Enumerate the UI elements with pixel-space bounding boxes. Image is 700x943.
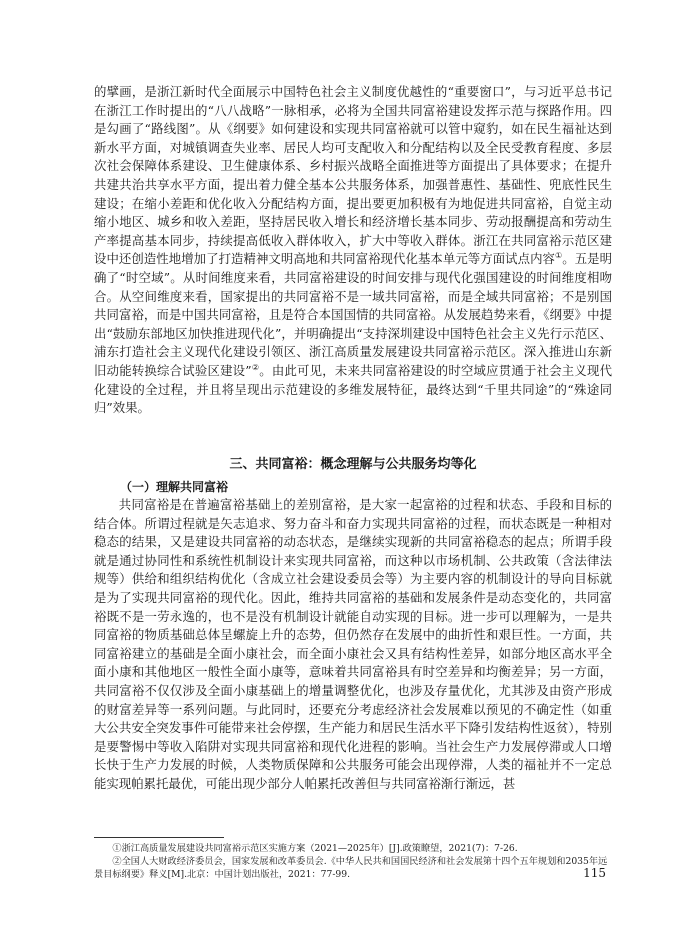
footnotes	[94, 842, 612, 881]
paragraph-1-part-a: 的擘画，是浙江新时代全面展示中国特色社会主义制度优越性的“重要窗口”，与习近平总书记在浙江工作时提出的“八八战略”一脉相承，必将为全国共同富裕建设发挥示范与探路作用。四是勾画了“路线图”。从《纲要》如何建设和实现共同富裕就可以管中窥豹，如在民生福祉达到新水平方面，对城镇调查失业率、居民人均可支配收入和分配结构以及全民受教育程度、多层次社会保障体系建设、卫生健康体系、乡村振兴战略全面推进等方面提出了具体要求；在提升共建共治共享水平方面，提出着力健全基本公共服务体系，加强普惠性、基础性、兜底性民生建设；在缩小差距和优化收入分配结构方面，提出要更加积极有为地促进共同富裕，自觉主动缩小地区、城乡和收入差距，坚持居民收入增长和经济增长基本同步、劳动报酬提高和劳动生产率提高基本同步，持续提高低收入群体收入，扩大中等收入群体。浙江在共同富裕示范区建设中还创造性地增加了打造精神文明高地和共同富裕现代化基本单元等方面试点内容	[94, 84, 612, 267]
paragraph-2-text: 共同富裕是在普遍富裕基础上的差别富裕，是大家一起富裕的过程和状态、手段和目标的结合体。所谓过程就是矢志追求、努力奋斗和奋力实现共同富裕的过程，而状态既是一种相对稳态的结果，又是建设共同富裕的动态状态，是继续实现新的共同富裕稳态的起点；所谓手段就是通过协同性和系统性机制设计来实现共同富裕，而这种以市场机制、公共政策（含法律法规等）供给和组织结构优化（含成立社会建设委员会等）为主要内容的机制设计的导向目标就是为了实现共同富裕的现代化。因此，维持共同富裕的基础和发展条件是动态变化的，共同富裕既不是一劳永逸的，也不是没有机制设计就能自动实现的目标。进一步可以理解为，一是共同富裕的物质基础总体呈螺旋上升的态势，但仍然存在发展中的曲折性和艰巨性。一方面，共同富裕建立的基础是全面小康社会，而全面小康社会又具有结构性差异，如部分地区高水平全面小康和其他地区一般性全面小康等，意味着共同富裕具有时空差异和均衡差异；另一方面，共同富裕不仅仅涉及全面小康基础上的增量调整优化，也涉及存量优化，尤其涉及由资产形成的财富差异等一系列问题。与此同时，还要充分考虑经济社会发展难以预见的不确定性（如重大公共安全突发事件可能带来社会停摆，生产能力和居民生活水平下降引发结构性返贫），特别是要警惕中等收入陷阱对实现共同富裕和现代化进程的影响。当社会生产力发展停滞或人口增长快于生产力发展的时候，人类物质保障和公共服务可能会出现停滞，人类的福祉并不一定总能实现帕累托最优，可能出现少部分人帕累托改善但与共同富裕渐行渐远，甚	[94, 497, 612, 791]
paragraph-text	[94, 83, 612, 418]
body-paragraph-1	[94, 83, 612, 418]
paragraph-1-part-b: 。五是明确了“时空域”。从时间维度来看，共同富裕建设的时间安排与现代化强国建设的时间维度相吻合。从空间维度来看，国家提出的共同富裕不是一域共同富裕，而是全域共同富裕；不是别国共同富裕，而是中国共同富裕，且是符合本国国情的共同富裕。从发展趋势来看，《纲要》中提出“鼓励东部地区加快推进现代化”，并明确提出“支持深圳建设中国特色社会主义先行示范区、浦东打造社会主义现代化建设引领区、浙江高质量发展建设共同富裕示范区。深入推进山东新旧动能转换综合试验区建设”	[94, 251, 613, 378]
footnote-2: ②全国人大财政经济委员会，国家发展和改革委员会.《中华人民共和国国民经济和社会发展第十四个五年规划和2035年远景目标纲要》释义[M].北京：中国计划出版社，2021：77-99.	[94, 856, 608, 880]
section-heading: 三、共同富裕：概念理解与公共服务均等化	[229, 457, 477, 472]
footnote-ref-1: ①	[555, 251, 563, 261]
subsection-heading: （一）理解共同富裕	[120, 480, 229, 494]
page-number: 115	[583, 866, 606, 880]
footnote-1: ①浙江高质量发展建设共同富裕示范区实施方案（2021—2025年）[J].政策瞭望，2021(7)：7-26.	[112, 843, 518, 854]
paragraph-1-part-c: 。由此可见，未来共同富裕建设的时空域应贯通于社会主义现代化建设的全过程，并且将呈现出示范建设的多维发展特征，最终达到“千里共同途”的“殊途同归”效果。	[94, 362, 613, 416]
body-paragraph-2	[94, 496, 612, 794]
footnote-divider	[94, 837, 224, 838]
footnote-ref-2: ②	[251, 362, 260, 372]
